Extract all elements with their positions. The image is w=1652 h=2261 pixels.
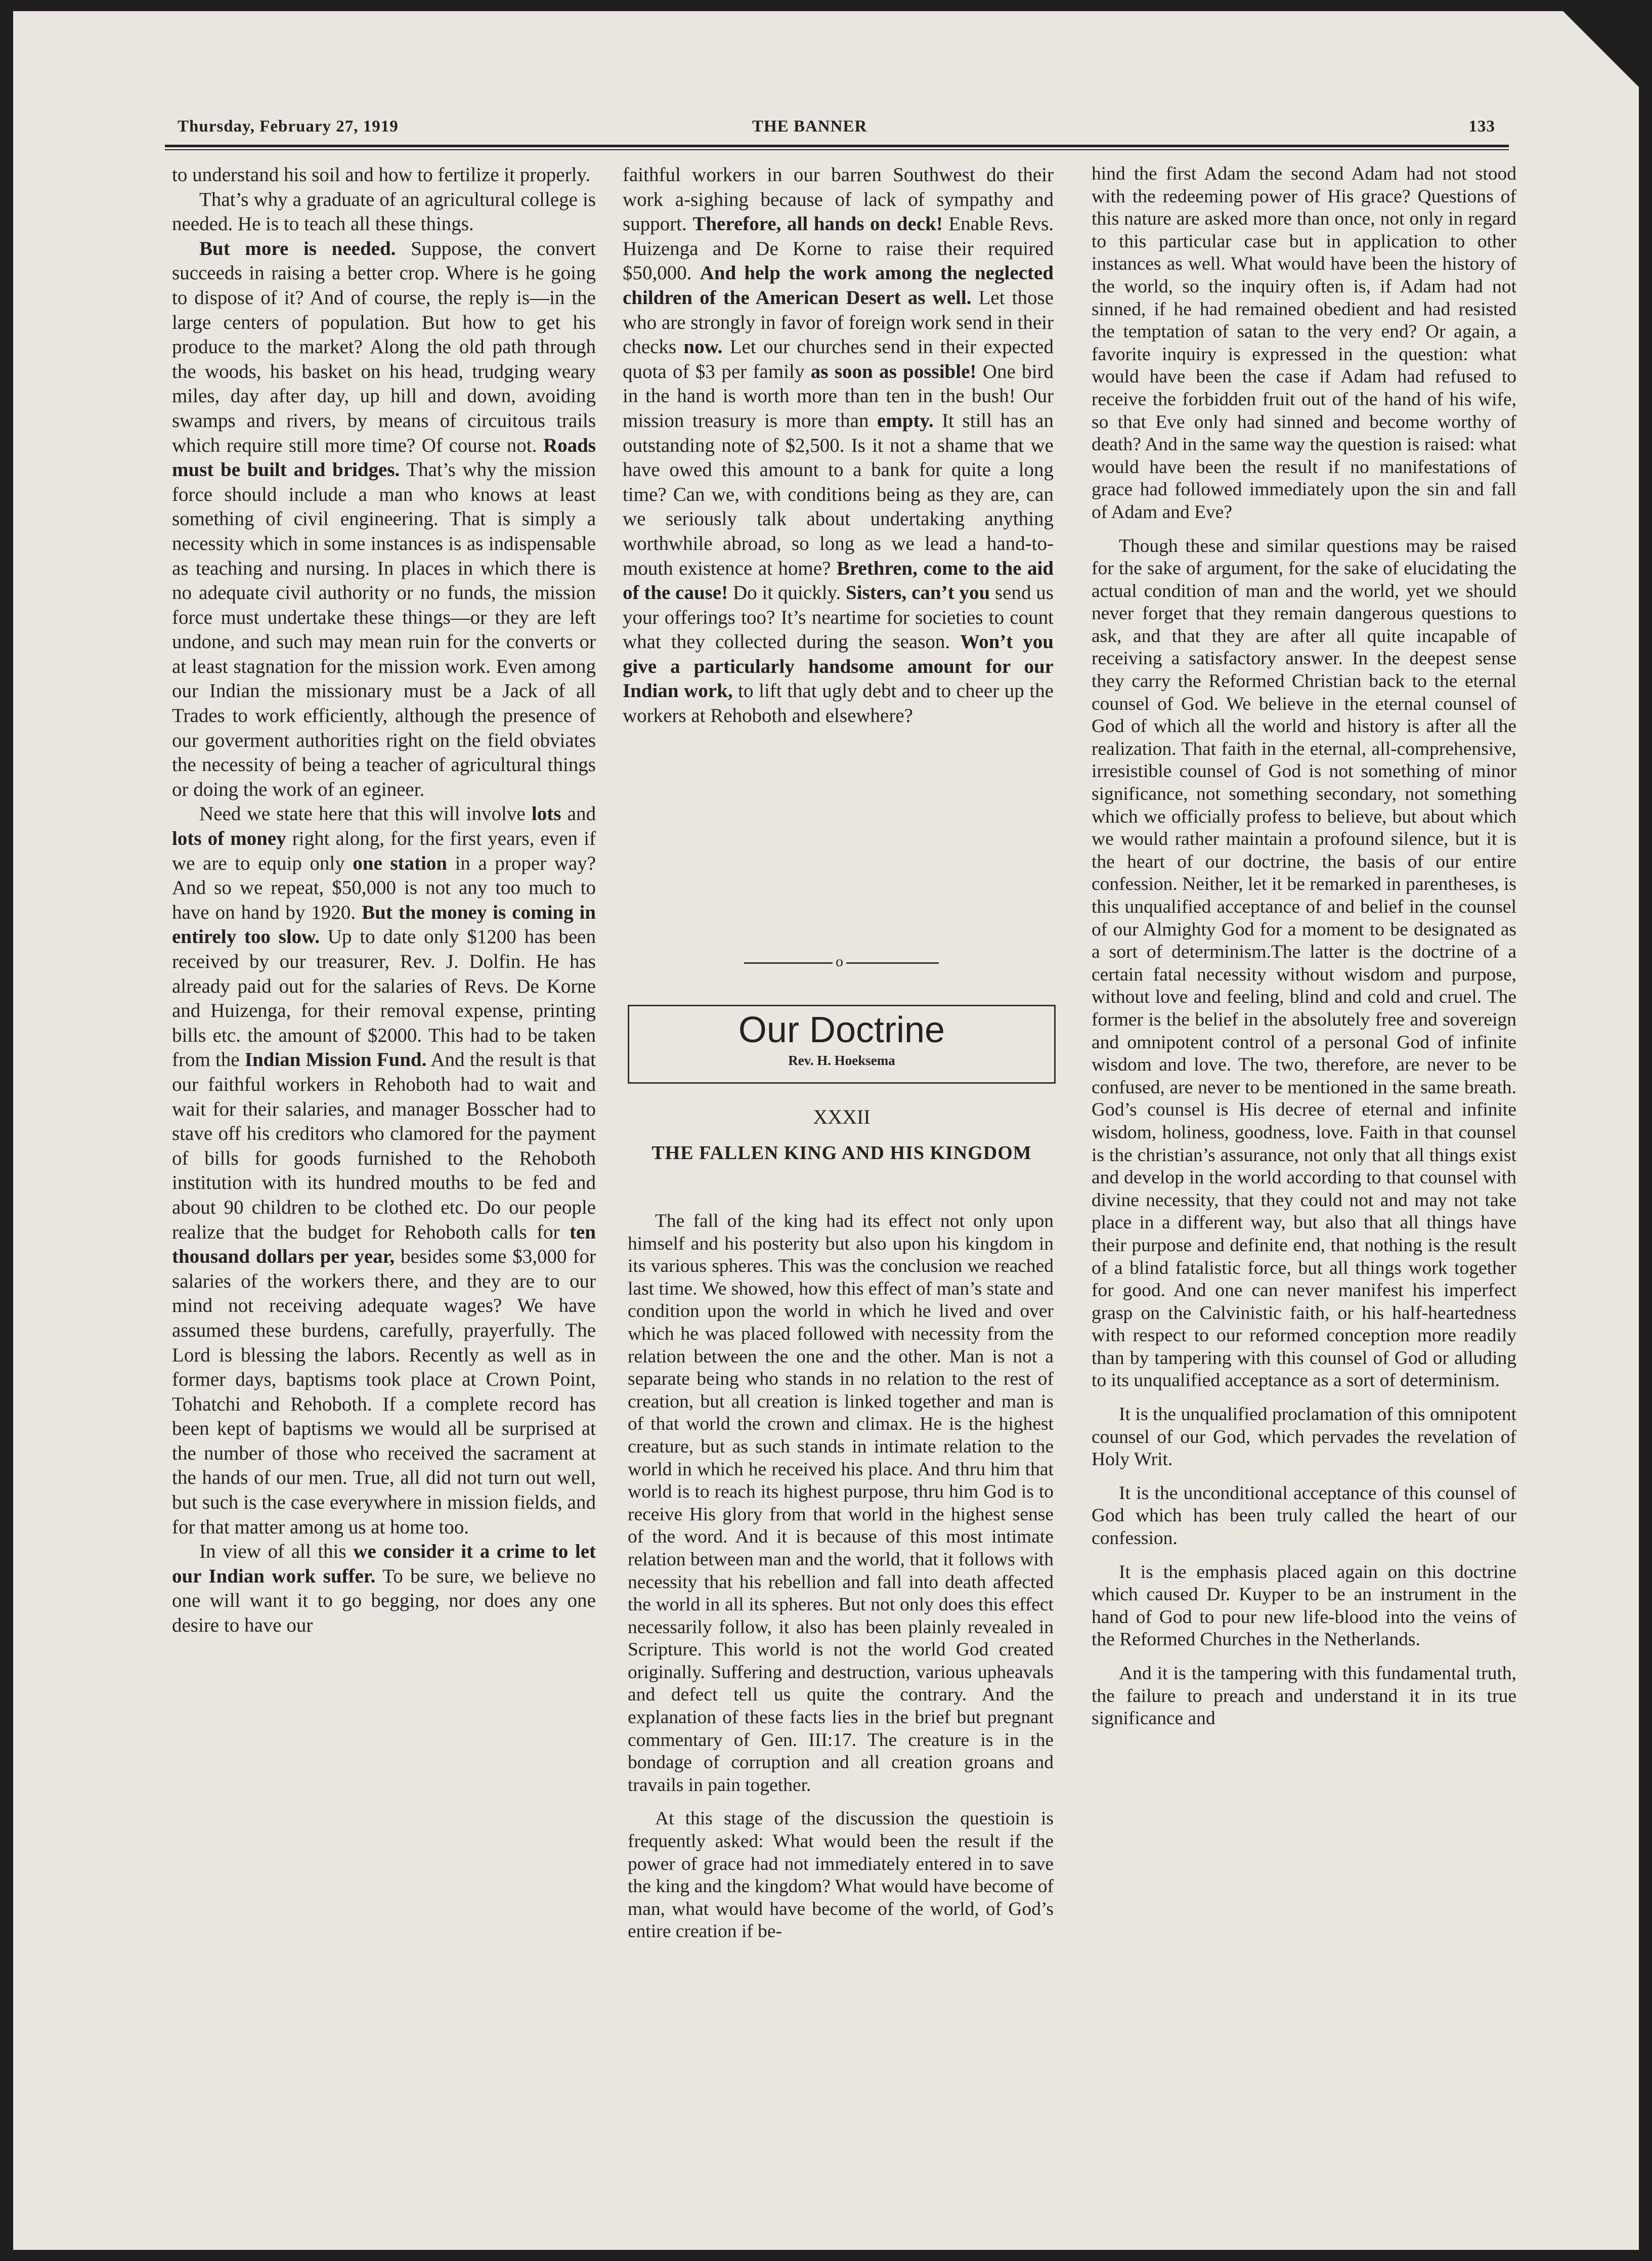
issue-date: Thursday, February 27, 1919 (178, 117, 399, 136)
bold-text: lots (531, 803, 561, 825)
column-2-article (628, 1210, 1054, 1943)
column-1 (172, 163, 596, 1638)
bold-text: But more is needed. (199, 237, 396, 260)
text-run: in a proper way? And so we repeat, $50,000 is not any too much to have on hand by 1920. (172, 852, 596, 923)
bold-text: Indian Mission Fund. (244, 1049, 427, 1071)
bold-text: Won’t you give a particularly handsome amount for our Indian work, (623, 631, 1054, 702)
text-run: Do it quickly. (728, 582, 846, 604)
text-run: faithful workers in our barren Southwest do their work a-sighing because of lack of sympathy and support. (623, 164, 1054, 235)
text-run: Let our churches send in their expected quota of $3 per family (623, 336, 1054, 382)
separator-mark: o (833, 953, 846, 970)
text-run: That’s why a graduate of an agricultural college is needed. He is to teach all these things. (172, 188, 596, 235)
newspaper-page (13, 11, 1639, 2250)
doctrine-heading-box (628, 1005, 1056, 1084)
text-run: Suppose, the convert succeeds in raising a better crop. Where is he going to dispose of it? And of course, the reply is—in the large centers of population. But how to get his produce to the market? Along the old path through the woods, his basket on his head, trudging weary miles, day after day, up hill and down, avoiding swamps and rivers, by means of circuitous trails which require still more time? Of course not. (172, 237, 596, 456)
paragraph: hind the first Adam the second Adam had not stood with the redeeming power of His grace? Questions of this nature are asked more than once, not only in regard to this particular case but in application to other instances as well. What would have been the history of the world, so the inquiry often is, if Adam had not sinned, if he had remained obedient and had resisted the temptation of satan to the very end? Or again, a favorite inquiry is expressed in the question: what would have been the case if Adam had refused to receive the forbidden fruit out of the hand of his wife, so that Eve only had sinned and become worthy of death? And in the same way the question is raised: what would have been the result if no manifestations of grace had followed immediately upon the sin and fall of Adam and Eve? (1092, 163, 1516, 523)
paragraph (172, 163, 596, 188)
paragraph: The fall of the king had its effect not only upon himself and his posterity but also upon his kingdom in its various spheres. This was the conclusion we reached last time. We showed, how this effect of man’s state and condition upon the world in which he lived and over which he was placed followed with necessity from the relation between the one and the other. Man is not a separate being who stands in no relation to the rest of creation, but all creation is linked together and man is of that world the crown and climax. He is the highest creature, but as such stands in intimate relation to the world in which he received his place. And thru him that world is to reach its highest purpose, thru him God is to receive His glory from that world in the highest sense of the word. And it is because of this most intimate relation between man and the world, that it follows with necessity that his rebellion and fall into death affected the world in all its spheres. But not only does this effect necessarily follow, it also has been plainly revealed in Scripture. This world is not the world God created originally. Suffering and destruction, various upheavals and defect tell us quite the contrary. And the explanation of these facts lies in the brief but pregnant commentary of Gen. III:17. The creature is in the bondage of corruption and all creation groans and travails in pain together. (628, 1211, 1054, 1796)
paragraph (172, 1540, 596, 1638)
paragraph (623, 163, 1054, 729)
doctrine-title: Our Doctrine (738, 1010, 945, 1050)
paragraph (172, 802, 596, 1540)
bold-text: lots of money (172, 828, 286, 850)
text-run: Let those who are strongly in favor of foreign work send in their checks (623, 286, 1054, 358)
paragraph: And it is the tampering with this fundamental truth, the failure to preach and understand it in its true significance and (1092, 1663, 1516, 1729)
text-run: And the result is that our faithful workers in Rehoboth had to wait and wait for their salaries, and manager Bosscher had to stave off his creditors who clamored for the payment of bills for goods furnished to the Rehoboth institution with its hundred mouths to be fed and about 90 children to be clothed etc. Do our people realize that the budget for Rehoboth calls for (172, 1049, 596, 1243)
text-run: to lift that ugly debt and to cheer up the workers at Rehoboth and elsewhere? (623, 680, 1054, 727)
bold-text: Sisters, can’t you (846, 582, 990, 604)
text-run: Enable Revs. Huizenga and De Korne to raise their required $50,000. (623, 213, 1054, 284)
bold-text: empty. (877, 409, 934, 432)
bold-text: ten thousand dollars per year, (172, 1221, 596, 1268)
text-run: Up to date only $1200 has been received by our treasurer, Rev. J. Dolfin. He has already paid out for the salaries of Revs. De Korne and Huizenga, for their removal expense, printing bills etc. the amount of $2000. This had to be taken from the (172, 926, 596, 1071)
column-2 (623, 163, 1054, 729)
text-run: In view of all this (199, 1541, 354, 1563)
text-run: to understand his soil and how to fertilize it properly. (172, 164, 591, 186)
text-run: send us your offerings too? It’s neartime for societies to count what they collected during the season. (623, 582, 1054, 653)
article-headline: THE FALLEN KING AND HIS KINGDOM (651, 1142, 1032, 1164)
paragraph (172, 188, 596, 237)
column-3 (1092, 163, 1516, 1730)
text-run: It still has an outstanding note of $2,500. Is it not a shame that we have owed this amount to a bank for quite a long time? Can we, with conditions being as they are, can we seriously talk about undertaking anything worthwhile abroad, so long as we lead a hand-to-mouth existence at home? (623, 409, 1054, 579)
paragraph (172, 237, 596, 802)
bold-text: as soon as possible! (810, 360, 977, 382)
bold-text: we consider it a crime to let our Indian work suffer. (172, 1541, 596, 1587)
text-run: One bird in the hand is worth more than ten in the bush! Our mission treasury is more than (623, 360, 1054, 432)
text-run: and (561, 803, 596, 825)
masthead-title: THE BANNER (752, 117, 867, 136)
text-run: besides some $3,000 for salaries of the workers there, and they are to our mind not receiving adequate wages? We have assumed these burdens, carefully, prayerfully. The Lord is blessing the labors. Recently as well as in former days, baptisms took place at Crown Point, Tohatchi and Rehoboth. If a complete record has been kept of baptisms we would all be surprised at the number of those who received the sacrament at the hands of our men. True, all did not turn out well, but such is the case everywhere in mission fields, and for that matter among us at home too. (172, 1246, 596, 1538)
header-rule (165, 145, 1509, 147)
text-run: To be sure, we believe no one will want it to go begging, nor does any one desire to have our (172, 1565, 596, 1637)
text-run: right along, for the first years, even if we are to equip only (172, 828, 596, 874)
bold-text: But the money is coming in entirely too slow. (172, 901, 596, 948)
text-run: That’s why the mission force should include a man who knows at least something of civil engineering. That is simply a necessity which in some instances is as indispensable as teaching and nursing. In places in which there is no adequate civil authority or no funds, the mission force must undertake these things—or they are left undone, and such may mean ruin for the converts or at least stagnation for the mission work. Even among our Indian the missionary must be a Jack of all Trades to work efficiently, although the presence of our goverment authorities right on the field obviates the necessity of being a teacher of agricultural things or doing the work of an egineer. (172, 459, 596, 800)
paragraph: Though these and similar questions may be raised for the sake of argument, for the sake of elucidating the actual condition of man and the world, yet we should never forget that they remain dangerous questions to ask, and that they are after all quite incapable of receiving a satisfactory answer. In the deepest sense they carry the Reformed Christian back to the eternal counsel of God. We believe in the eternal counsel of God of which all the world and history is after all the realization. That faith in the eternal, all-comprehensive, irresistible counsel of God is not something of minor significance, not something secondary, not something which we officially profess to believe, but about which we would rather maintain a profound silence, but it is the heart of our doctrine, the basis of our entire confession. Neither, let it be remarked in parentheses, is this unqualified acceptance of and belief in the counsel of our Almighty God for a moment to be designated as a sort of determinism.The latter is the doctrine of a certain fatal necessity without wisdom and purpose, without love and feeling, blind and cold and cruel. The former is the belief in the absolutely free and sovereign and omnipotent control of a personal God of infinite wisdom and love. The two, therefore, are never to be confused, are never to be mentioned in the same breath. God’s counsel is His decree of eternal and infinite wisdom, holiness, goodness, love. Faith in that counsel is the christian’s assurance, not only that all things exist and develop in the world according to that counsel with divine necessity, that they could not and may not take place in a different way, but also that all things have their purpose and definite end, that nothing is the result of a blind fatalistic force, but all things work together for good. And one can never manifest his imperfect grasp on the Calvinistic faith, or his half-heartedness with respect to our reformed conception more readily than by tampering with this counsel of God or alluding to its unqualified acceptance as a sort of determinism. (1092, 535, 1516, 1391)
text-run: Need we state here that this will involve (199, 803, 532, 825)
page-number: 133 (1468, 117, 1495, 136)
bold-text: And help the work among the neglected children of the American Desert as well. (623, 262, 1054, 309)
paragraph: It is the unqualified proclamation of this omnipotent counsel of our God, which pervades the revelation of Holy Writ. (1092, 1404, 1516, 1470)
header-rule-thin (165, 149, 1509, 150)
doctrine-author: Rev. H. Hoeksema (788, 1053, 895, 1068)
series-number: XXXII (813, 1105, 871, 1128)
bold-text: Brethren, come to the aid of the cause! (623, 557, 1054, 604)
paragraph: At this stage of the discussion the questioin is frequently asked: What would been the result if the power of grace had not immediately entered in to save the king and the kingdom? What would have become of man, what would have become of the world, of God’s entire creation if be- (628, 1808, 1054, 1942)
running-head (178, 112, 1495, 143)
paragraph: It is the unconditional acceptance of this counsel of God which has been truly called the heart of our confession. (1092, 1482, 1516, 1549)
bold-text: now. (683, 336, 723, 358)
bold-text: one station (353, 852, 447, 874)
paragraph: It is the emphasis placed again on this doctrine which caused Dr. Kuyper to be an instrument in the hand of God to pour new life-blood into the veins of the Reformed Churches in the Netherlands. (1092, 1561, 1516, 1650)
bold-text: Roads must be built and bridges. (172, 434, 596, 481)
bold-text: Therefore, all hands on deck! (692, 213, 943, 235)
